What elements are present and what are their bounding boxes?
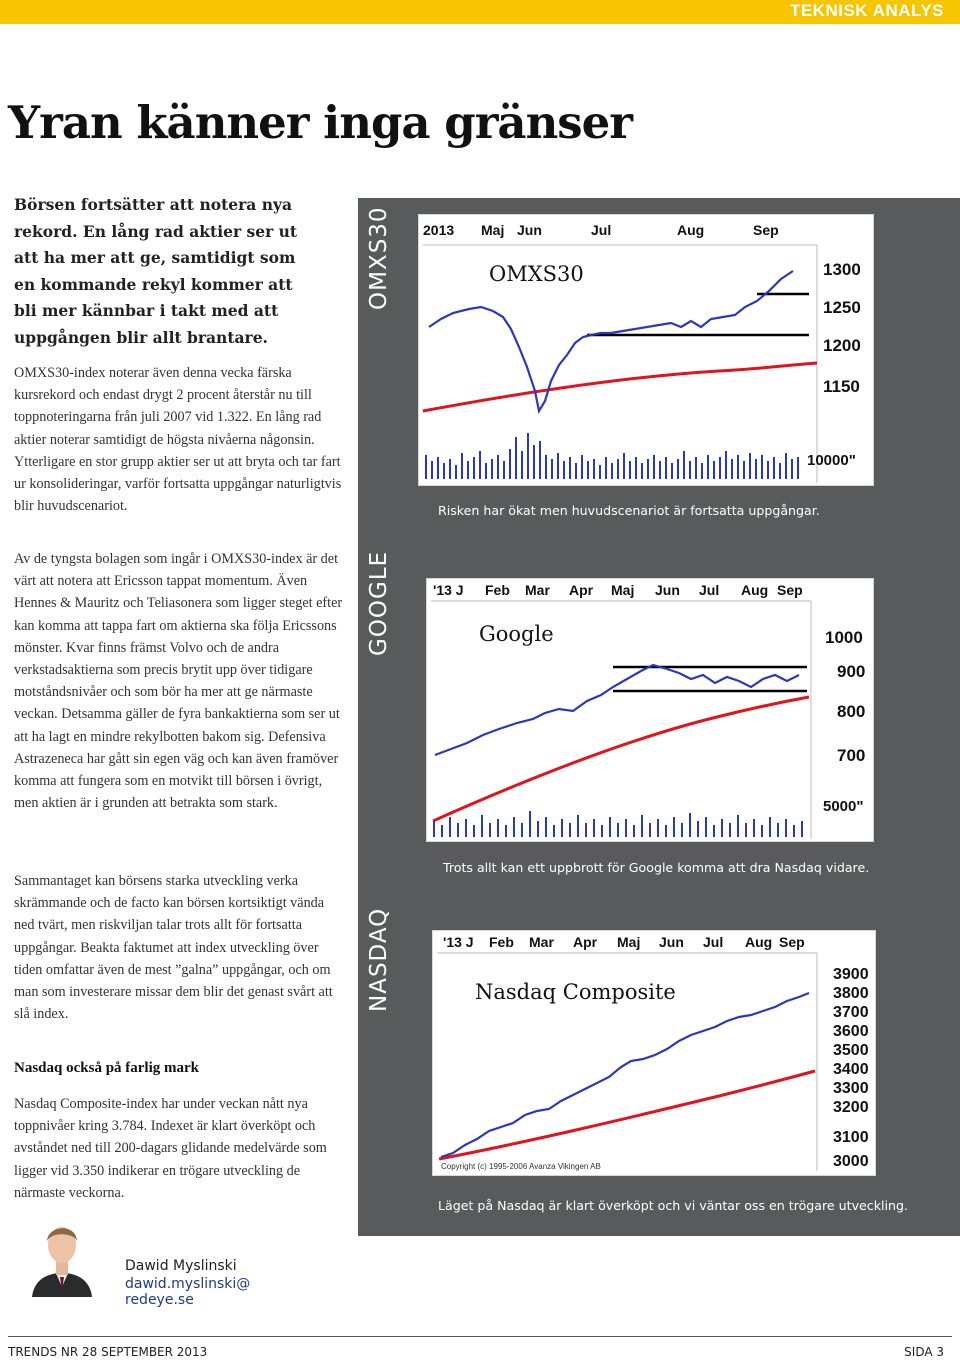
month-label: Aug	[741, 582, 769, 598]
moving-average-line	[439, 1071, 815, 1159]
y-label: 3000	[833, 1153, 869, 1170]
body-paragraph-2: Av de tyngsta bolagen som ingår i OMXS30-index är det värt att notera att Ericsson tappat momentum. Även Hennes & Mauritz och Teliasonera som ligger steget efter kan komma att tappa fart om aktierna ska följa Ericssons mönster. Kvar finns främst Volvo och de andra verkstadsaktierna som precis brytit upp över tidigare motståndsnivåer och som bör ha mer att ge närmaste veckan. Detsamma gäller de fyra bankaktierna som ser ut att ha lagt en mindre rekylbotten bakom sig. Defensiva Astrazeneca har gått sin egen väg och kan även framöver komma att fungera som en motvikt till börsen i övrigt, men aktien är i grunden att betrakta som stark.	[14, 551, 343, 812]
chart-title: OMXS30	[489, 262, 584, 286]
subheading-nasdaq: Nasdaq också på farlig mark	[14, 1060, 200, 1076]
moving-average-line	[423, 363, 817, 411]
price-line	[429, 271, 793, 411]
month-label: Apr	[573, 934, 598, 950]
google-chart-svg	[427, 579, 873, 841]
y-label: 1250	[823, 298, 861, 317]
article-headline: Yran känner inga gränser	[8, 96, 632, 149]
copyright-notice: Copyright (c) 1995-2006 Avanza Vikingen AB	[441, 1162, 601, 1171]
y-label: 3300	[833, 1080, 869, 1097]
author-email[interactable]	[125, 1276, 250, 1308]
month-label: Maj	[617, 934, 641, 950]
month-label: Mar	[525, 582, 550, 598]
month-label: Jul	[699, 582, 720, 598]
section-bar	[0, 0, 960, 24]
y-label: 1150	[823, 377, 860, 396]
month-label: 2013	[423, 222, 455, 238]
month-label: Feb	[489, 934, 514, 950]
footer-page: SIDA 3	[904, 1345, 944, 1359]
y-label: 3900	[833, 966, 869, 983]
section-label: TEKNISK ANALYS	[789, 1, 944, 20]
chart-title: Nasdaq Composite	[475, 980, 676, 1004]
y-label: 3100	[833, 1129, 869, 1146]
month-label: Jun	[655, 582, 680, 598]
y-label: 700	[837, 746, 866, 765]
author-email-line-2: redeye.se	[125, 1292, 194, 1308]
month-label: '13 J	[433, 582, 464, 598]
y-label: 3400	[833, 1061, 869, 1078]
y-label: 1000	[825, 628, 863, 647]
nasdaq-chart	[432, 930, 876, 1176]
caption-nasdaq: Läget på Nasdaq är klart överköpt och vi väntar oss en trögare utveckling.	[438, 1198, 908, 1213]
month-label: Sep	[779, 934, 805, 950]
month-label: Mar	[529, 934, 554, 950]
y-label: 3800	[833, 985, 869, 1002]
month-label: Apr	[569, 582, 594, 598]
y-label: 800	[837, 702, 866, 721]
month-label: Jun	[659, 934, 684, 950]
author-email-line-1: dawid.myslinski@	[125, 1276, 251, 1292]
month-label: Sep	[753, 222, 779, 238]
omxs30-chart	[418, 214, 874, 486]
month-label: Aug	[677, 222, 705, 238]
month-label: Feb	[485, 582, 510, 598]
y-label: 1200	[823, 336, 861, 355]
author-photo	[30, 1213, 94, 1297]
volume-label: 10000"	[807, 452, 856, 469]
caption-omxs30: Risken har ökat men huvudscenariot är fortsatta uppgångar.	[438, 503, 820, 518]
chart-title: Google	[479, 622, 554, 646]
y-label: 900	[837, 662, 866, 681]
body-paragraph-3: Sammantaget kan börsens starka utveckling verka skrämmande och de facto kan börsen kortsiktigt vända ned tvärt, men riskviljan talar trots allt för fortsatta uppgångar. Beakta faktumet att index utveckling över tiden omfattar även de mest ”galna” uppgångar, och om man som investerare missar dem blir det genast svårt att slå index.	[14, 873, 333, 1023]
month-label: Sep	[777, 582, 803, 598]
omxs30-chart-svg	[419, 215, 873, 485]
volume-bars	[425, 433, 799, 479]
article-lead: Börsen fortsätter att notera nya rekord. En lång rad aktier ser ut att ha mer att ge, samtidigt som en kommande rekyl kommer att bli mer kännbar i takt med att uppgången blir allt brantare.	[14, 195, 298, 347]
y-label: 3600	[833, 1023, 869, 1040]
volume-bars	[433, 811, 803, 837]
month-label: Jul	[703, 934, 724, 950]
footer-rule	[8, 1336, 952, 1337]
moving-average-line	[433, 697, 809, 821]
month-label: Jun	[517, 222, 542, 238]
month-label: Maj	[481, 222, 505, 238]
author-name: Dawid Myslinski	[125, 1258, 237, 1274]
price-line	[441, 993, 809, 1157]
month-label: Maj	[611, 582, 635, 598]
month-label: Aug	[745, 934, 773, 950]
y-label: 3500	[833, 1042, 869, 1059]
y-label: 3700	[833, 1004, 869, 1021]
nasdaq-chart-svg	[433, 931, 875, 1175]
body-paragraph-nasdaq: Nasdaq Composite-index har under veckan nått nya toppnivåer kring 3.784. Indexet är klart överköpt och avståndet ned till 200-dagars glidande medelvärde som ligger vid 3.350 indikerar en trögare utveckling de närmaste veckorna.	[14, 1096, 327, 1201]
month-label: '13 J	[443, 934, 474, 950]
caption-google: Trots allt kan ett uppbrott för Google komma att dra Nasdaq vidare.	[443, 860, 870, 875]
google-chart	[426, 578, 874, 842]
footer-issue: TRENDS NR 28 SEPTEMBER 2013	[8, 1345, 208, 1359]
y-label: 3200	[833, 1099, 869, 1116]
y-label: 1300	[823, 260, 861, 279]
volume-label: 5000"	[823, 798, 864, 815]
body-paragraph-1: OMXS30-index noterar även denna vecka färska kursrekord och endast drygt 2 procent återstår nu till toppnoteringarna från juli 2007 vid 1.322. En lång rad aktier noterar samtidigt de högsta nivåerna någonsin. Ytterligare en stor grupp aktier ser ut att bryta och tar fart ur konsolideringar, varför fortsatta uppgångar naturligtvis blir huvudscenariot.	[14, 365, 342, 515]
month-label: Jul	[591, 222, 612, 238]
